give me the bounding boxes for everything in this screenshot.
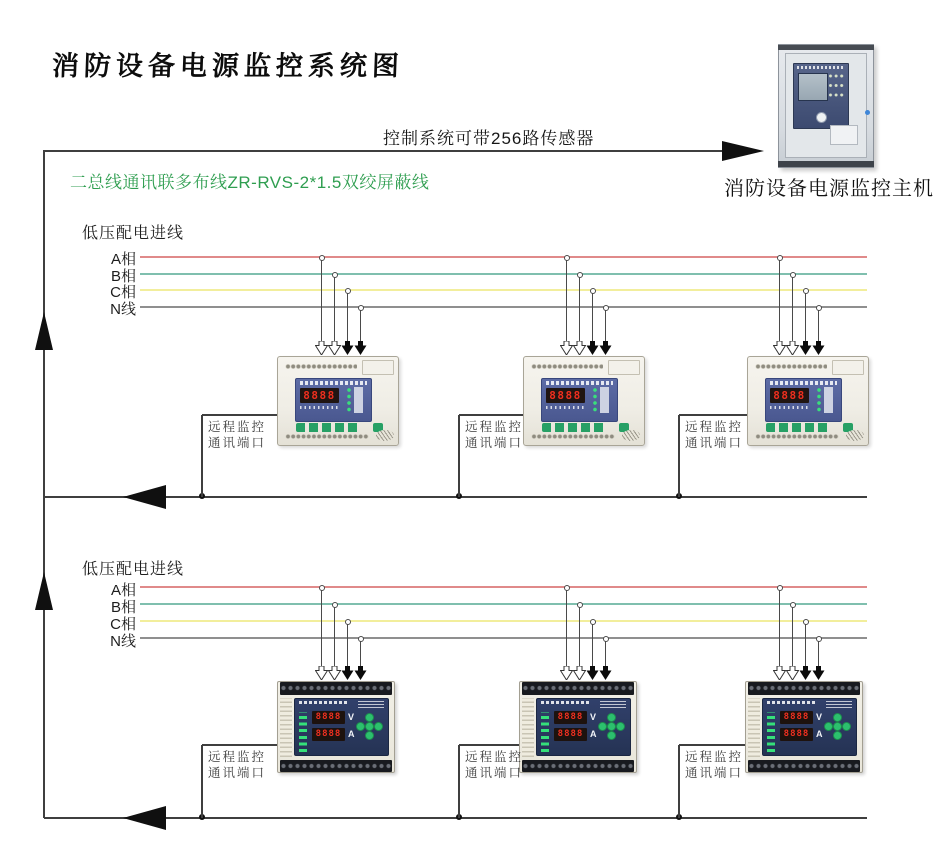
navigation-buttons [824,713,851,740]
remote-port-line1: 远程监控 [465,750,524,764]
tap-line [605,307,606,341]
control-buttons [542,423,606,432]
current-display [312,728,358,741]
host-label: 消防设备电源监控主机 [724,178,934,200]
tap-line [347,621,348,666]
remote-port-line1: 远程监控 [208,420,267,434]
blank-plate [832,360,864,375]
cabinet-door [785,53,867,158]
navigation-buttons [356,713,383,740]
remote-port-line2: 通讯端口 [208,766,267,780]
seven-segment-display: 8888 [770,388,809,403]
blank-plate [362,360,394,375]
scale-ticks [770,406,809,409]
tap-line [360,307,361,341]
phase-b-line [140,273,867,275]
tap-line [321,587,322,666]
volt-unit-label: V [590,712,597,722]
feed-label: 低压配电进线 [82,225,185,242]
phase-c-line [140,620,867,622]
top-bus-line [44,150,724,152]
terminal-screws-top [285,362,357,371]
phase-c-label: C相 [110,616,136,633]
tap-line [360,638,361,666]
tap-line [792,604,793,666]
indicator-leds [346,387,367,413]
tap-line [818,307,819,341]
monitor-host-device [778,44,874,168]
tap-line [334,274,335,341]
indicator-leds [299,712,307,752]
left-arrowhead-icon [123,485,166,509]
tap-line [592,290,593,341]
panel-header-note [826,701,852,708]
tap-line [566,587,567,666]
phase-n-line [140,637,867,639]
power-monitor-module [747,356,869,446]
phase-n-label: N线 [110,301,136,318]
tap-line [818,638,819,666]
power-monitor-module [277,356,399,446]
phase-a-line [140,586,867,588]
page-title: 消防设备电源监控系统图 [51,51,405,82]
terminal-strip-top [280,682,392,695]
remote-port-label [208,419,266,451]
volt-unit-label: V [816,712,823,722]
left-trunk-line [43,150,45,818]
remote-port-line2: 通讯端口 [685,766,744,780]
tap-line [321,257,322,341]
terminal-screws-top [755,362,827,371]
current-display [554,728,600,741]
riser-line [201,415,203,497]
host-round-button [816,112,827,123]
panel-header-note [358,701,384,708]
remote-port-label [685,749,743,781]
tap-line [347,290,348,341]
left-arrowhead-icon [123,806,166,830]
phase-c-line [140,289,867,291]
host-display-panel [793,63,849,129]
terminal-strip-bottom [748,760,860,772]
panel-header [299,701,349,704]
power-monitor-module [523,356,645,446]
power-sensor-module [519,681,637,773]
sensor-capacity-label: 控制系统可带256路传感器 [383,129,595,148]
host-power-led [865,110,870,115]
seven-segment-display: 8888 [300,388,339,403]
remote-port-line2: 通讯端口 [685,436,744,450]
host-indicator-leds [828,73,845,101]
tap-line [592,621,593,666]
riser-line [201,745,203,818]
connector-line [679,414,747,416]
phase-c-label: C相 [110,284,136,301]
bus-wiring-label: 二总线通讯联多布线ZR-RVS-2*1.5双绞屏蔽线 [70,173,430,192]
terminal-strip-bottom [280,760,392,772]
connector-line [459,414,523,416]
device-front-panel [765,378,842,422]
remote-port-line1: 远程监控 [685,420,744,434]
terminal-screws-bottom [755,432,839,441]
remote-port-label [685,419,743,451]
remote-port-label [465,419,523,451]
phase-a-line [140,256,867,258]
amp-unit-label: A [590,729,597,739]
device-front-panel [762,698,857,756]
power-sensor-module [277,681,395,773]
panel-header [770,381,837,385]
phase-a-label: A相 [110,251,136,268]
remote-port-label [465,749,523,781]
connector-line [202,414,277,416]
terminal-screws-bottom [531,432,615,441]
side-vents [522,698,534,757]
tap-line [805,621,806,666]
terminal-strip-top [522,682,634,695]
terminal-strip-top [748,682,860,695]
tap-line [605,638,606,666]
panel-header [546,381,613,385]
indicator-leds [592,387,613,413]
device-front-panel [536,698,631,756]
buzzer-grille-icon [846,430,864,441]
tap-line [579,274,580,341]
remote-port-line1: 远程监控 [208,750,267,764]
device-front-panel [295,378,372,422]
cabinet-bottom-edge [778,161,874,167]
indicator-leds [767,712,775,752]
remote-port-line2: 通讯端口 [208,436,267,450]
blank-plate [608,360,640,375]
navigation-buttons [598,713,625,740]
panel-header [767,701,817,704]
phase-b-line [140,603,867,605]
feed-label: 低压配电进线 [82,561,185,578]
power-sensor-module [745,681,863,773]
amp-unit-label: A [816,729,823,739]
remote-port-line2: 通讯端口 [465,436,524,450]
tap-line [566,257,567,341]
up-arrowhead-icon [35,572,53,610]
seven-segment-display: 8888 [780,711,813,724]
tap-line [334,604,335,666]
scale-ticks [300,406,339,409]
phase-a-label: A相 [110,582,136,599]
riser-line [678,745,680,818]
terminal-screws-top [531,362,603,371]
seven-segment-display: 8888 [554,728,587,741]
buzzer-grille-icon [376,430,394,441]
control-buttons [296,423,360,432]
host-label-slot [830,125,858,145]
seven-segment-display: 8888 [312,728,345,741]
tap-line [792,274,793,341]
phase-n-line [140,306,867,308]
host-lcd-screen [798,73,828,101]
current-display [780,728,826,741]
panel-header-note [600,701,626,708]
connector-line [202,744,277,746]
connector-line [679,744,745,746]
up-arrowhead-icon [35,312,53,350]
panel-header [300,381,367,385]
riser-line [678,415,680,497]
seven-segment-display: 8888 [554,711,587,724]
seven-segment-display: 8888 [546,388,585,403]
tap-line [805,290,806,341]
voltage-display [312,711,358,724]
host-panel-header [797,66,845,69]
phase-b-label: B相 [110,599,136,616]
control-buttons [766,423,830,432]
tap-line [779,587,780,666]
voltage-display [780,711,826,724]
tap-line [779,257,780,341]
tap-line [579,604,580,666]
volt-unit-label: V [348,712,355,722]
seven-segment-display: 8888 [780,728,813,741]
phase-b-label: B相 [110,268,136,285]
cabinet-top-edge [778,45,874,50]
connector-line [459,744,519,746]
terminal-strip-bottom [522,760,634,772]
remote-port-line2: 通讯端口 [465,766,524,780]
riser-line [458,745,460,818]
riser-line [458,415,460,497]
side-vents [280,698,292,757]
remote-port-line1: 远程监控 [685,750,744,764]
device-front-panel [294,698,389,756]
remote-port-label [208,749,266,781]
right-arrowhead-icon [722,141,764,161]
panel-header [541,701,591,704]
terminal-screws-bottom [285,432,369,441]
device-front-panel [541,378,618,422]
buzzer-grille-icon [622,430,640,441]
indicator-leds [541,712,549,752]
voltage-display [554,711,600,724]
indicator-leds [816,387,837,413]
seven-segment-display: 8888 [312,711,345,724]
phase-n-label: N线 [110,633,136,650]
remote-port-line1: 远程监控 [465,420,524,434]
side-vents [748,698,760,757]
amp-unit-label: A [348,729,355,739]
scale-ticks [546,406,585,409]
